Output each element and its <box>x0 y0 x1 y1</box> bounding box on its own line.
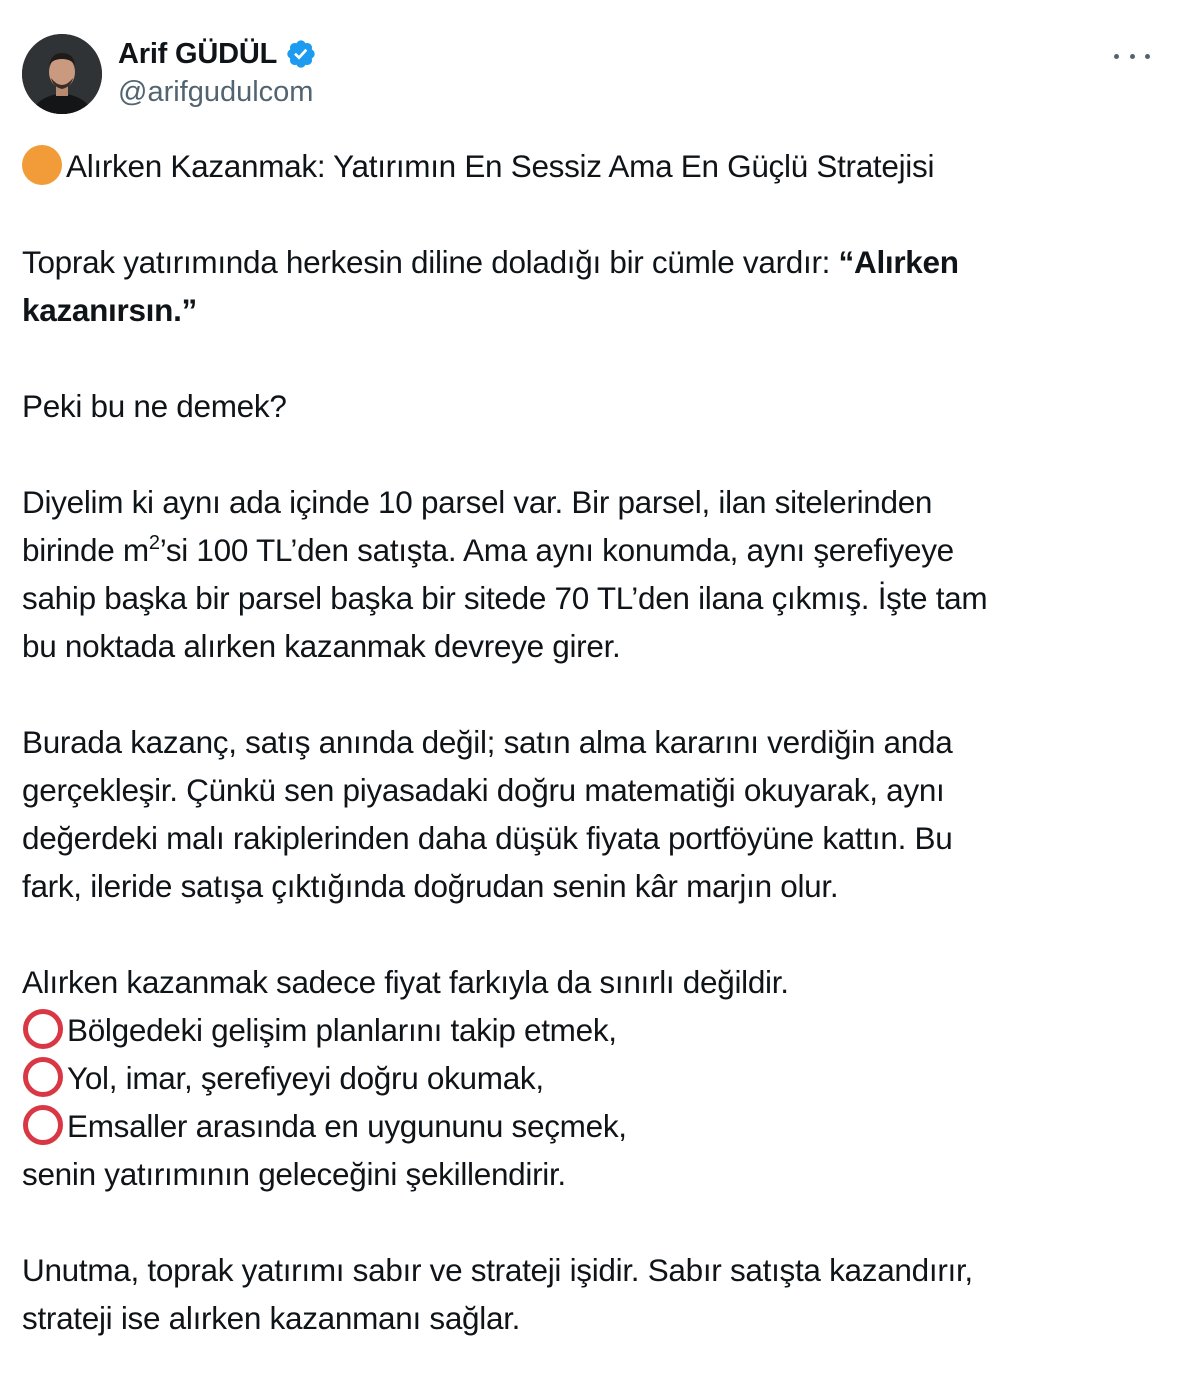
paragraph-1-text: Toprak yatırımında herkesin diline doladığı bir cümle vardır: <box>22 244 839 280</box>
avatar-portrait-icon <box>22 34 102 114</box>
hollow-red-circle-icon <box>23 1057 63 1097</box>
tweet-title-paragraph <box>22 142 1152 190</box>
tweet-header <box>22 34 1158 114</box>
paragraph-1-quote-end: kazanırsın.” <box>22 292 197 328</box>
orange-circle-icon <box>22 145 62 185</box>
paragraph-3-line-2 <box>22 526 1152 574</box>
list-item-text: Yol, imar, şerefiyeyi doğru okumak, <box>67 1060 544 1096</box>
paragraph-6-line-2: strateji ise alırken kazanmanı sağlar. <box>22 1300 521 1336</box>
author-display-name[interactable]: Arif GÜDÜL <box>118 37 278 70</box>
paragraph-3-line-4: bu noktada alırken kazanmak devreye girer. <box>22 628 621 664</box>
paragraph-5 <box>22 958 1152 1198</box>
more-dot <box>1145 54 1150 59</box>
list-item <box>22 1054 1152 1102</box>
paragraph-4-line-1: Burada kazanç, satış anında değil; satın alma kararını verdiğin anda <box>22 724 953 760</box>
tweet-text <box>22 142 1152 1390</box>
paragraph-3-line-3: sahip başka bir parsel başka bir sitede 70 TL’den ilana çıkmış. İşte tam <box>22 580 988 616</box>
paragraph-3-line-2b: ’si 100 TL’den satışta. Ama aynı konumda, aynı şerefiyeye <box>159 532 954 568</box>
tweet-title-line <box>22 142 1152 190</box>
list-item-text: Bölgedeki gelişim planlarını takip etmek, <box>67 1012 617 1048</box>
avatar[interactable] <box>22 34 102 114</box>
list-item-text: Emsaller arasında en uygununu seçmek, <box>67 1108 627 1144</box>
hollow-red-circle-icon <box>23 1009 63 1049</box>
paragraph-4-line-3: değerdeki malı rakiplerinden daha düşük fiyata portföyüne kattın. Bu <box>22 820 953 856</box>
paragraph-5-intro: Alırken kazanmak sadece fiyat farkıyla da sınırlı değildir. <box>22 964 789 1000</box>
paragraph-3 <box>22 478 1152 670</box>
hollow-red-circle-icon <box>23 1105 63 1145</box>
paragraph-2-text: Peki bu ne demek? <box>22 388 287 424</box>
paragraph-1 <box>22 238 1152 334</box>
paragraph-4 <box>22 718 1152 910</box>
paragraph-6 <box>22 1246 1152 1342</box>
list-item <box>22 1006 1152 1054</box>
paragraph-2 <box>22 382 1152 430</box>
list-item <box>22 1102 1152 1150</box>
more-dot <box>1114 54 1119 59</box>
more-dot <box>1130 54 1135 59</box>
paragraph-3-line-2a: birinde m <box>22 532 149 568</box>
text-line <box>22 238 1152 286</box>
paragraph-1-quote-start: “Alırken <box>838 244 959 280</box>
paragraph-6-line-1: Unutma, toprak yatırımı sabır ve strateji işidir. Sabır satışta kazandırır, <box>22 1252 973 1288</box>
more-options-button[interactable] <box>1114 44 1150 68</box>
paragraph-5-outro: senin yatırımının geleceğini şekillendirir. <box>22 1156 566 1192</box>
paragraph-4-line-4: fark, ileride satışa çıktığında doğrudan senin kâr marjın olur. <box>22 868 839 904</box>
text-line <box>22 286 1152 334</box>
superscript-2: 2 <box>148 532 160 554</box>
tweet-title: Alırken Kazanmak: Yatırımın En Sessiz Ama En Güçlü Stratejisi <box>66 148 935 184</box>
verified-badge-icon <box>285 38 317 70</box>
paragraph-3-line-1: Diyelim ki aynı ada içinde 10 parsel var. Bir parsel, ilan sitelerinden <box>22 484 933 520</box>
author-handle[interactable]: @arifgudulcom <box>118 76 314 108</box>
paragraph-4-line-2: gerçekleşir. Çünkü sen piyasadaki doğru matematiği okuyarak, aynı <box>22 772 945 808</box>
